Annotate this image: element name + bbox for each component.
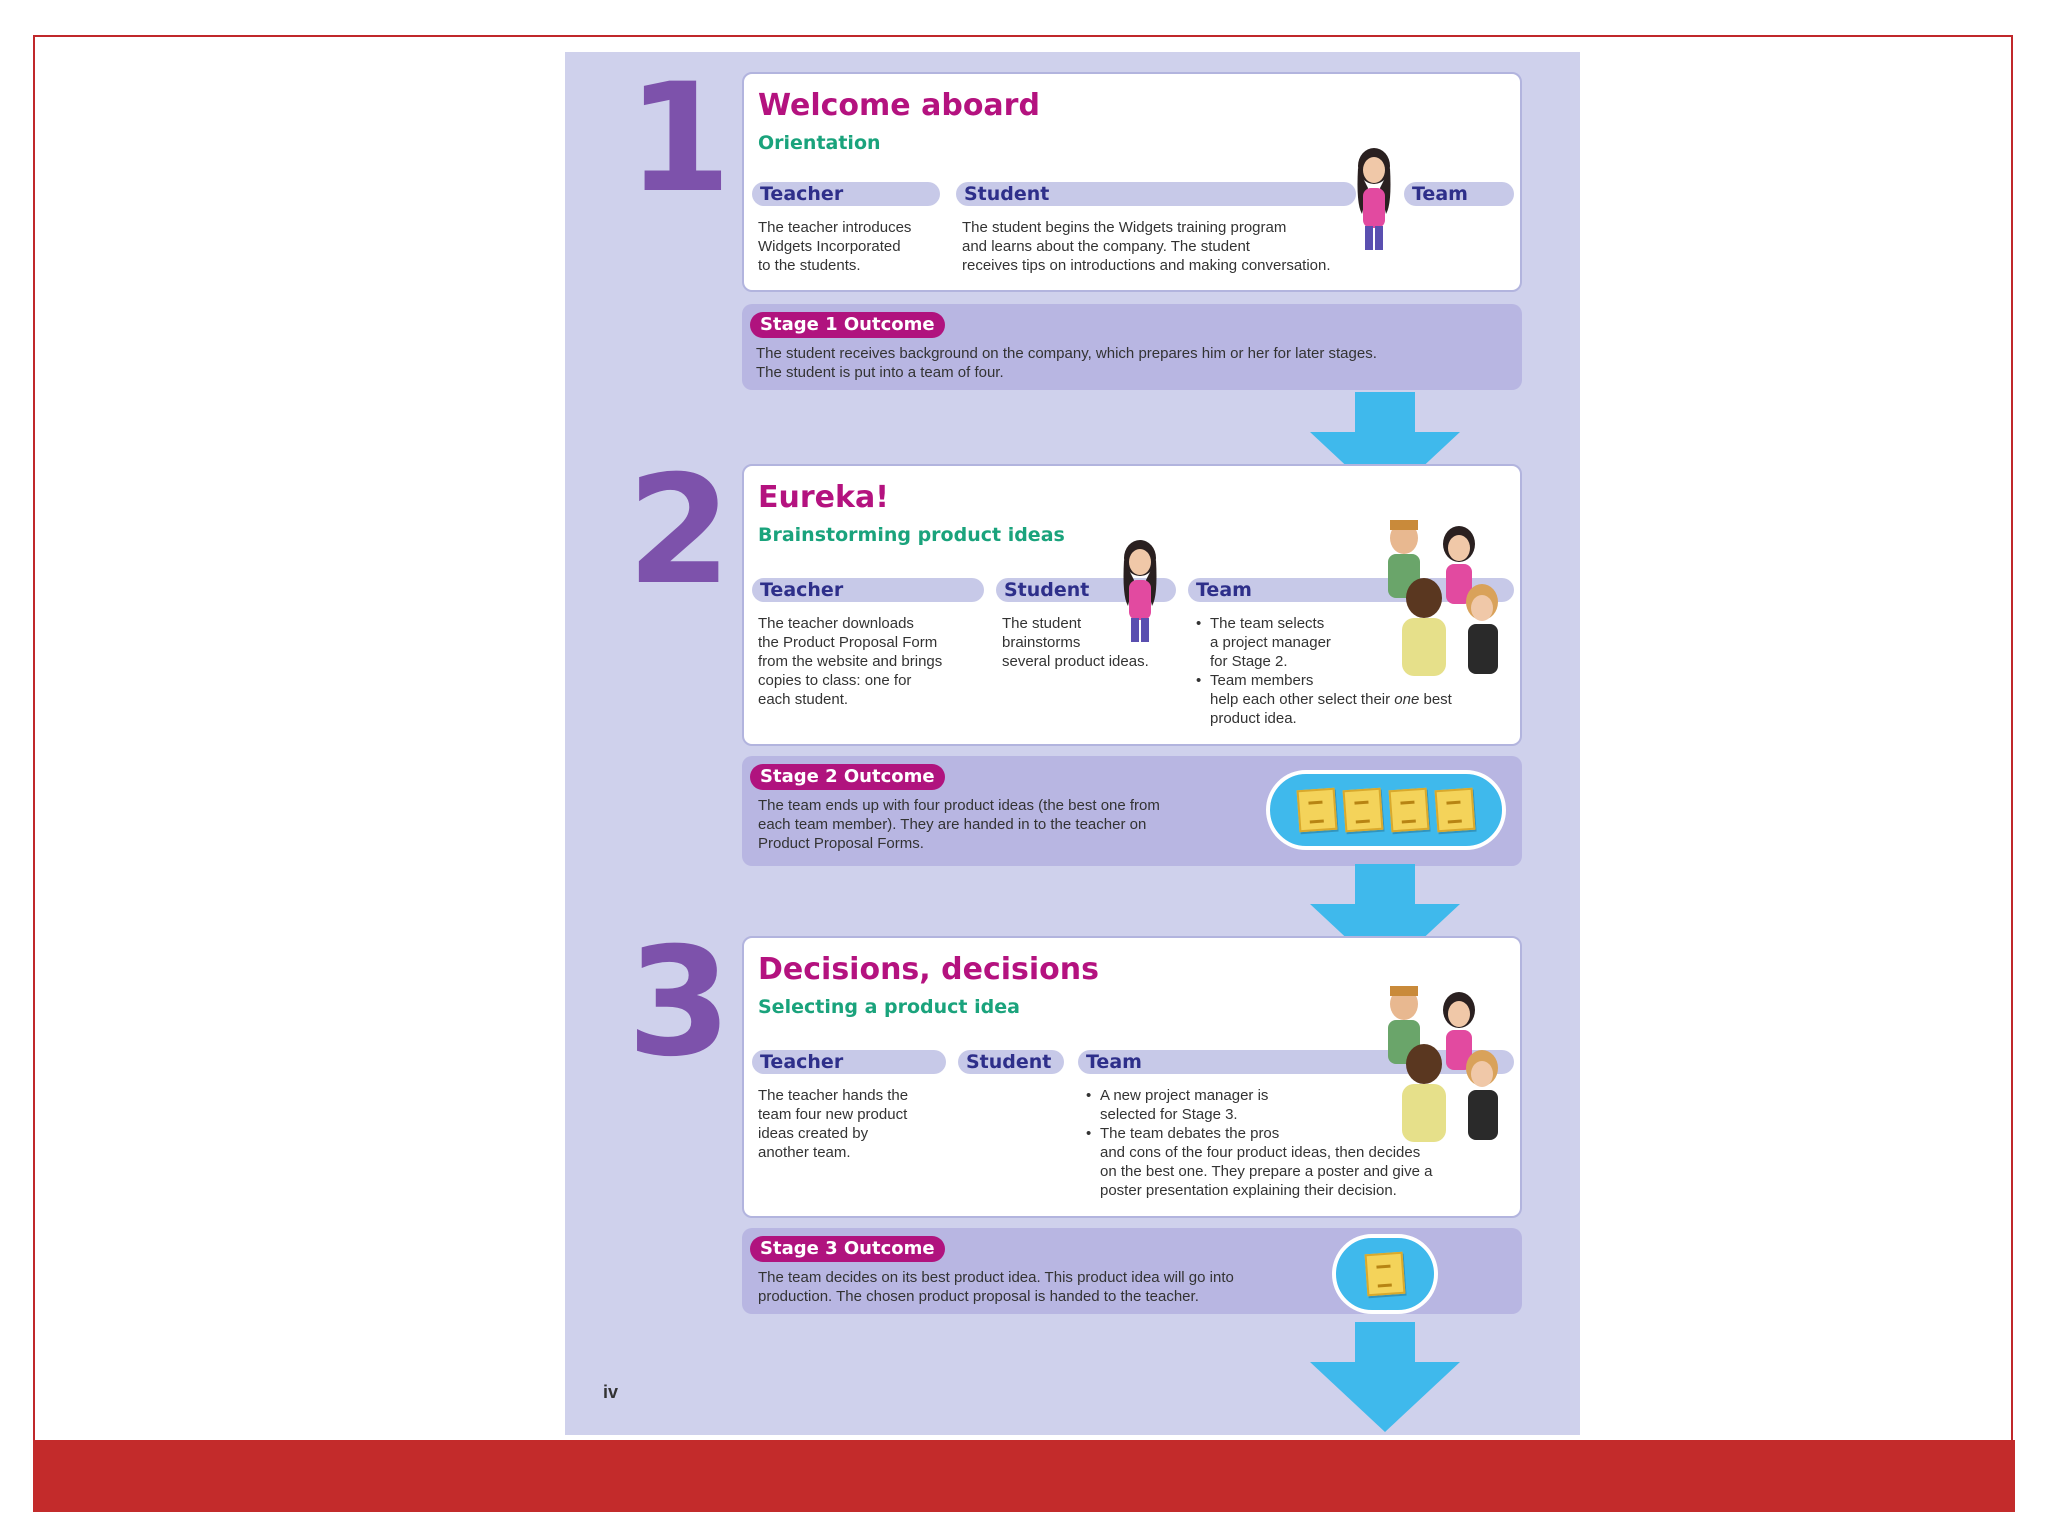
outcome-badge: Stage 2 Outcome xyxy=(750,764,945,790)
stage-card xyxy=(742,72,1522,292)
outcome-text: The student receives background on the company, which prepares him or her for later stages. The student is put into a team of four. xyxy=(756,345,1377,381)
product-idea-note-icon xyxy=(1435,788,1476,833)
stage-number: 3 xyxy=(627,916,732,1090)
down-arrow-icon xyxy=(1310,1322,1460,1432)
team-column-label: Team xyxy=(1404,182,1514,206)
product-ideas-bubble xyxy=(1266,770,1506,850)
chosen-idea-bubble xyxy=(1332,1234,1438,1314)
student-avatar xyxy=(1114,536,1166,644)
student-column-label: Student xyxy=(956,182,1356,206)
student-column-text: The student begins the Widgets training program and learns about the company. The student receives tips on introductions and making conversation. xyxy=(962,219,1331,274)
student-column-label: Student xyxy=(958,1050,1064,1074)
stage-subtitle: Brainstorming product ideas xyxy=(758,524,1065,546)
team-avatars xyxy=(1364,518,1514,678)
stage-outcome xyxy=(742,1228,1522,1314)
stage-title: Eureka! xyxy=(758,480,889,515)
student-column-label: Student xyxy=(996,578,1176,602)
teacher-column-text: The teacher introduces Widgets Incorporated to the students. xyxy=(758,219,912,274)
page-number: iv xyxy=(603,1382,619,1402)
stage-outcome xyxy=(742,756,1522,866)
teacher-column-label: Teacher xyxy=(752,1050,946,1074)
team-bullet: • A new project manager is selected for Stage 3. xyxy=(1086,1086,1432,1124)
team-bullet: • The team debates the pros and cons of the four product ideas, then decides on the best one. They prepare a poster and give a poster presentation explaining their decision. xyxy=(1086,1124,1432,1200)
team-avatars xyxy=(1364,984,1514,1144)
stage-card xyxy=(742,464,1522,746)
team-column-label: Team xyxy=(1078,1050,1514,1074)
teacher-column-label: Teacher xyxy=(752,578,984,602)
stage-number: 1 xyxy=(627,52,732,226)
product-idea-note-icon xyxy=(1297,788,1338,833)
outcome-text: The team decides on its best product idea. This product idea will go into production. The chosen product proposal is handed to the teacher. xyxy=(758,1269,1234,1305)
team-bullet: • The team selects a project manager for Stage 2. xyxy=(1196,614,1452,671)
document-page xyxy=(565,52,1580,1435)
stage-number: 2 xyxy=(627,444,732,618)
team-bullet: • Team members help each other select their one best product idea. xyxy=(1196,671,1452,728)
stage-title: Decisions, decisions xyxy=(758,952,1099,987)
stage-subtitle: Selecting a product idea xyxy=(758,996,1020,1018)
product-idea-note-icon xyxy=(1343,788,1384,833)
footer-bar xyxy=(33,1440,2015,1512)
student-avatar xyxy=(1348,144,1400,252)
product-idea-note-icon xyxy=(1389,788,1430,833)
teacher-column-text: The teacher downloads the Product Proposal Form from the website and brings copies to class: one for each student. xyxy=(758,615,943,708)
outcome-text: The team ends up with four product ideas (the best one from each team member). They are handed in to the teacher on Product Proposal Forms. xyxy=(758,797,1160,852)
team-column-label: Team xyxy=(1188,578,1514,602)
teacher-column-label: Teacher xyxy=(752,182,940,206)
stage-card xyxy=(742,936,1522,1218)
outcome-badge: Stage 1 Outcome xyxy=(750,312,945,338)
teacher-column-text: The teacher hands the team four new product ideas created by another team. xyxy=(758,1087,909,1161)
stage-subtitle: Orientation xyxy=(758,132,881,154)
stage-outcome xyxy=(742,304,1522,390)
outcome-badge: Stage 3 Outcome xyxy=(750,1236,945,1262)
product-idea-note-icon xyxy=(1365,1252,1406,1297)
stage-title: Welcome aboard xyxy=(758,88,1040,123)
student-column-text: The student brainstorms several product ideas. xyxy=(1002,615,1149,670)
